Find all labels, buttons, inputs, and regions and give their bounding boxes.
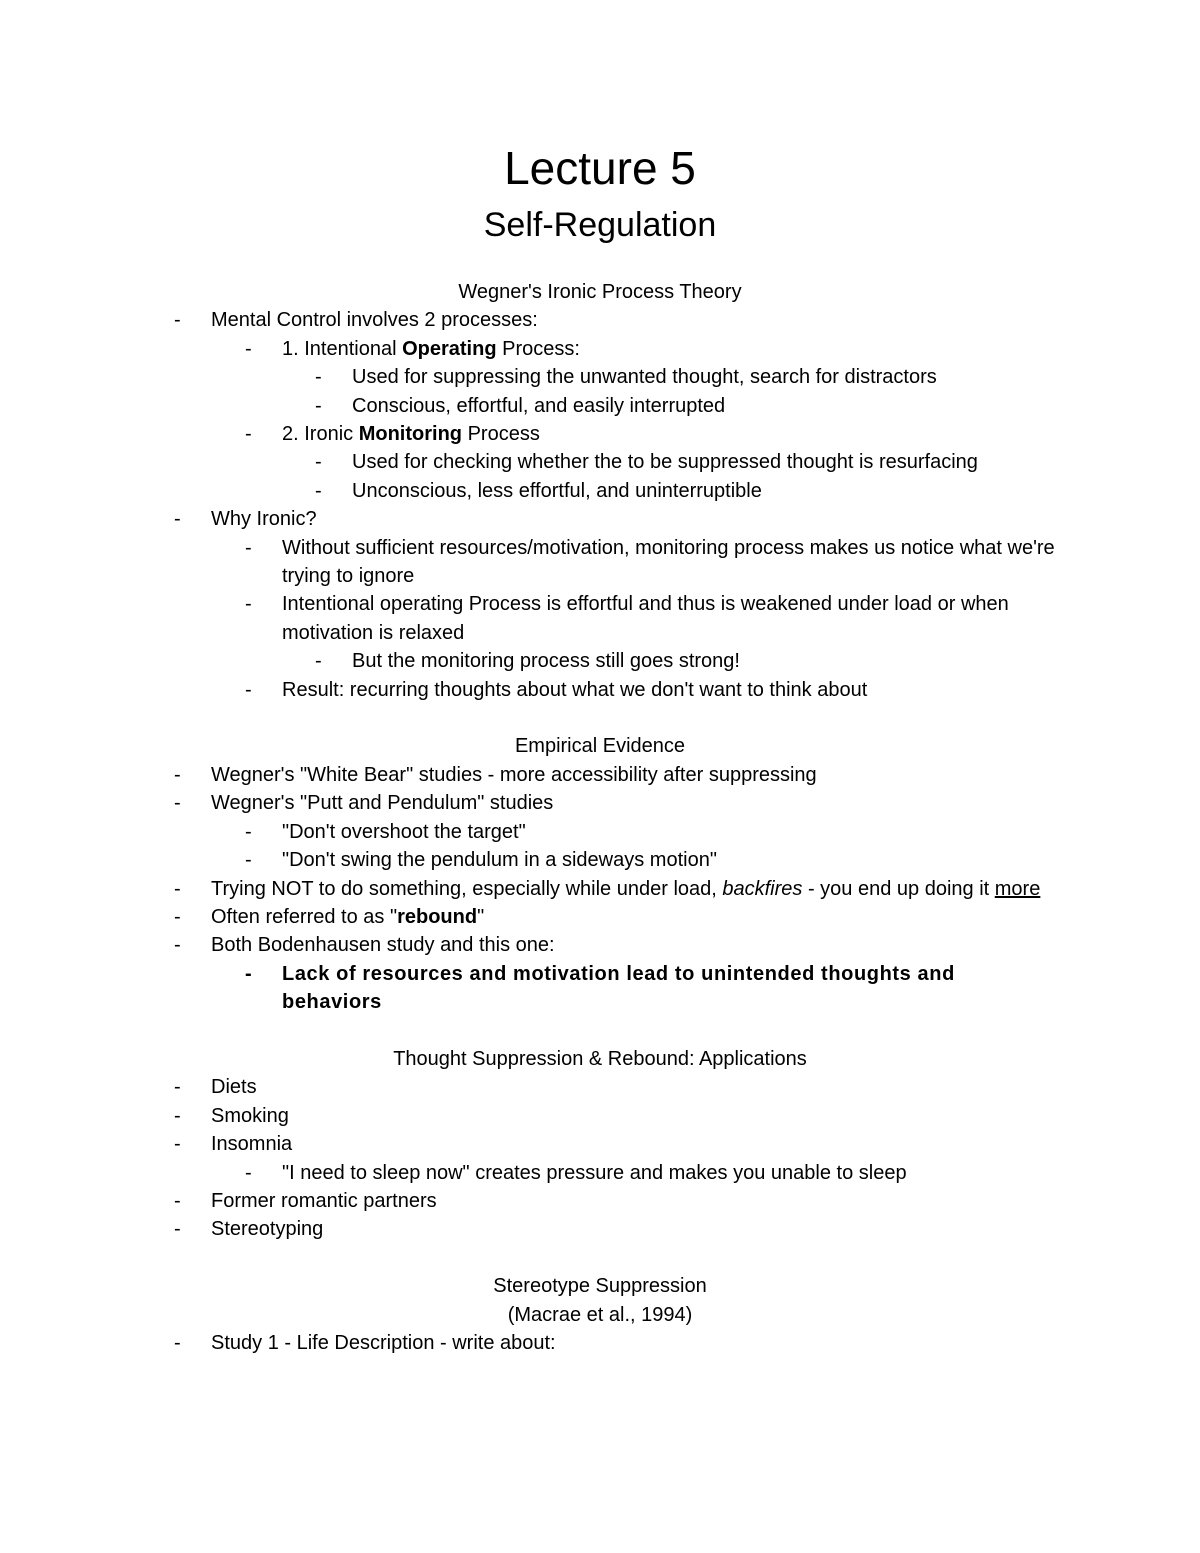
list-item: - Smoking — [0, 1102, 1200, 1130]
document-subtitle: Self-Regulation — [483, 206, 717, 244]
dash-bullet: - — [174, 792, 181, 815]
document-title: Lecture 5 — [504, 142, 696, 194]
section-heading-stereotype-suppression: Stereotype Suppression — [493, 1275, 707, 1298]
list-item: - Mental Control involves 2 processes: — [0, 306, 1200, 334]
dash-bullet: - — [174, 1218, 181, 1241]
list-item: - Intentional operating Process is effortful and thus is weakened under load or when motivation is relaxed — [0, 590, 1072, 647]
section-heading-empirical-evidence: Empirical Evidence — [514, 735, 686, 758]
list-item: - Both Bodenhausen study and this one: — [0, 931, 1200, 959]
dash-bullet: - — [174, 1076, 181, 1099]
list-item: - Study 1 - Life Description - write about: — [0, 1329, 1200, 1357]
list-item: - 2. Ironic Monitoring Process — [0, 420, 1200, 448]
dash-bullet: - — [174, 1133, 181, 1156]
dash-bullet: - — [315, 394, 322, 417]
dash-bullet: - — [315, 650, 322, 673]
dash-bullet: - — [245, 423, 252, 446]
italic-term: backfires — [722, 877, 803, 900]
section-heading-applications: Thought Suppression & Rebound: Applications — [393, 1047, 807, 1070]
dash-bullet: - — [245, 536, 252, 559]
list-item: - Result: recurring thoughts about what we don't want to think about — [0, 676, 1200, 704]
bold-term: Operating — [402, 337, 497, 360]
list-item: - Diets — [0, 1073, 1200, 1101]
list-item: - Wegner's "White Bear" studies - more accessibility after suppressing — [0, 761, 1200, 789]
citation: (Macrae et al., 1994) — [507, 1303, 693, 1326]
list-item: - 1. Intentional Operating Process: — [0, 335, 1200, 363]
spacer — [0, 1017, 1200, 1045]
dash-bullet: - — [245, 962, 253, 985]
list-item: - Insomnia — [0, 1130, 1200, 1158]
dash-bullet: - — [245, 1161, 252, 1184]
dash-bullet: - — [315, 479, 322, 502]
dash-bullet: - — [174, 934, 181, 957]
list-item: - Conscious, effortful, and easily interrupted — [0, 392, 1200, 420]
dash-bullet: - — [245, 337, 252, 360]
list-item: - "Don't swing the pendulum in a sideways motion" — [0, 846, 1200, 874]
dash-bullet: - — [245, 849, 252, 872]
spacer — [0, 1244, 1200, 1272]
dash-bullet: - — [174, 1331, 181, 1354]
list-item: - "Don't overshoot the target" — [0, 818, 1200, 846]
dash-bullet: - — [174, 508, 181, 531]
list-item: - "I need to sleep now" creates pressure and makes you unable to sleep — [0, 1159, 1200, 1187]
underlined-term: more — [994, 877, 1041, 900]
list-item: - Without sufficient resources/motivation, monitoring process makes us notice what we're trying to ignore — [0, 534, 1072, 591]
dash-bullet: - — [174, 877, 181, 900]
list-item: - Used for suppressing the unwanted thought, search for distractors — [0, 363, 1200, 391]
list-item: - Wegner's "Putt and Pendulum" studies — [0, 789, 1200, 817]
dash-bullet: - — [245, 820, 252, 843]
list-item: - Unconscious, less effortful, and uninterruptible — [0, 477, 1200, 505]
list-item: - Why Ironic? — [0, 505, 1200, 533]
list-item: - Trying NOT to do something, especially while under load, backfires - you end up doing it more — [0, 875, 1071, 903]
section-heading-ironic-process: Wegner's Ironic Process Theory — [458, 281, 742, 303]
dash-bullet: - — [245, 593, 252, 616]
list-item: - Former romantic partners — [0, 1187, 1200, 1215]
bold-term: Monitoring — [358, 423, 463, 446]
list-item: - Often referred to as "rebound" — [0, 903, 1200, 931]
document-body — [0, 278, 1200, 1357]
list-item: - Stereotyping — [0, 1215, 1200, 1243]
list-item-emphasis: - Lack of resources and motivation lead to unintended thoughts and behaviors — [0, 960, 1002, 1017]
dash-bullet: - — [174, 905, 181, 928]
dash-bullet: - — [174, 1189, 181, 1212]
dash-bullet: - — [315, 451, 322, 474]
bold-term: rebound — [397, 905, 478, 928]
dash-bullet: - — [174, 309, 181, 332]
list-item: - But the monitoring process still goes strong! — [0, 647, 1200, 675]
dash-bullet: - — [315, 366, 322, 389]
list-item: - Used for checking whether the to be suppressed thought is resurfacing — [0, 448, 1200, 476]
dash-bullet: - — [174, 1104, 181, 1127]
dash-bullet: - — [245, 678, 252, 701]
dash-bullet: - — [174, 763, 181, 786]
spacer — [0, 704, 1200, 732]
